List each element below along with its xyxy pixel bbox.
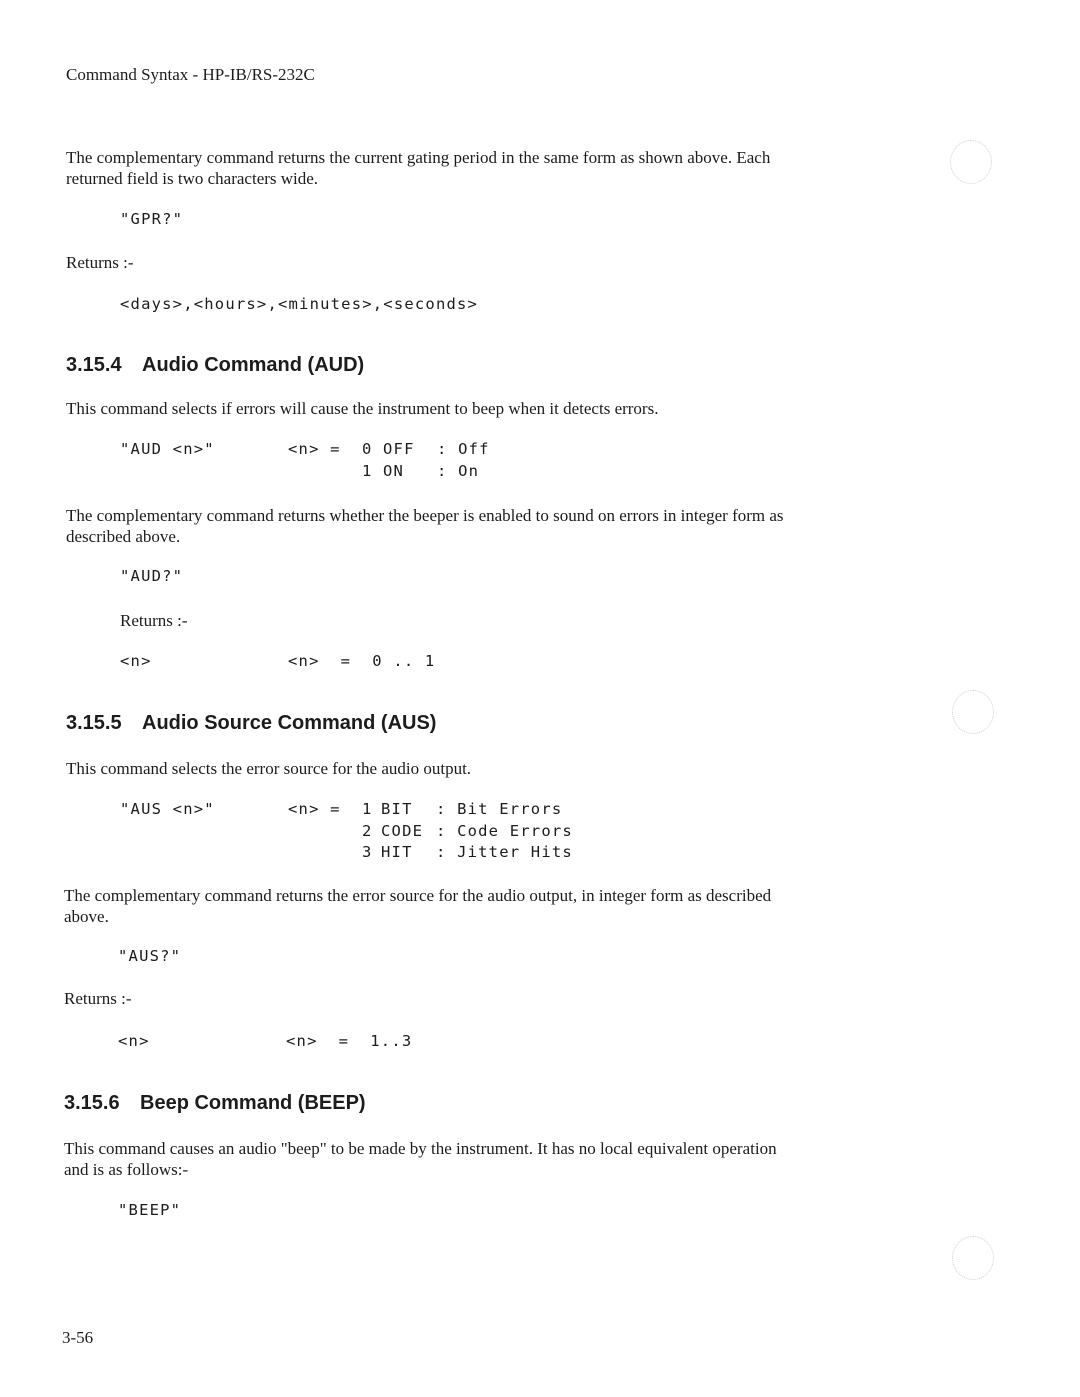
aus-option-code: 1 <box>362 800 373 818</box>
aus-option-name: BIT <box>381 800 413 818</box>
aus-returns-param: <n> <box>118 1032 150 1050</box>
aud-option-name: OFF <box>383 440 415 458</box>
section-heading-beep <box>64 1091 366 1115</box>
aus-option-meaning: : Code Errors <box>436 822 573 840</box>
aus-option-code: 3 <box>362 843 373 861</box>
aud-returns-label: Returns :- <box>120 611 188 630</box>
gpr-returns-value: <days>,<hours>,<minutes>,<seconds> <box>120 295 479 313</box>
page-header: Command Syntax - HP-IB/RS-232C <box>66 65 315 84</box>
section-heading-aud <box>66 353 364 377</box>
aus-option-meaning: : Jitter Hits <box>436 843 573 861</box>
aus-description: This command selects the error source for the audio output. <box>66 759 472 778</box>
intro-paragraph-line2: returned field is two characters wide. <box>66 169 319 188</box>
aus-option-meaning: : Bit Errors <box>436 800 563 818</box>
section-heading-aus <box>66 711 436 735</box>
intro-returns-label: Returns :- <box>66 253 134 272</box>
section-number: 3.15.5 <box>66 712 122 734</box>
aud-complementary-line2: described above. <box>66 527 181 546</box>
aud-option-code: 0 <box>362 440 373 458</box>
aus-option-name: CODE <box>381 822 424 840</box>
beep-command: "BEEP" <box>118 1201 182 1219</box>
aud-option-meaning: : On <box>437 462 480 480</box>
aud-option-code: 1 <box>362 462 373 480</box>
intro-paragraph-line1: The complementary command returns the current gating period in the same form as shown above. Each <box>66 148 771 167</box>
aud-description: This command selects if errors will cause the instrument to beep when it detects errors. <box>66 399 659 418</box>
binder-hole-mark <box>952 690 994 734</box>
section-number: 3.15.6 <box>64 1092 120 1114</box>
section-title: Audio Source Command (AUS) <box>142 712 437 734</box>
aud-complementary-line1: The complementary command returns whether the beeper is enabled to sound on errors in integer form as <box>66 506 784 525</box>
binder-hole-mark <box>950 140 992 184</box>
aus-option-name: HIT <box>381 843 413 861</box>
binder-hole-mark <box>952 1236 994 1280</box>
aus-returns-range: <n> = 1..3 <box>286 1032 413 1050</box>
aud-command: "AUD <n>" <box>120 440 215 458</box>
aud-returns-range: <n> = 0 .. 1 <box>288 652 436 670</box>
aud-option-name: ON <box>383 462 405 480</box>
gpr-query: "GPR?" <box>120 210 184 228</box>
page-number: 3-56 <box>62 1328 94 1347</box>
aus-query: "AUS?" <box>118 947 182 965</box>
aus-complementary-line1: The complementary command returns the error source for the audio output, in integer form as described <box>64 886 772 905</box>
section-title: Audio Command (AUD) <box>142 354 365 376</box>
aus-command: "AUS <n>" <box>120 800 215 818</box>
beep-description-line1: This command causes an audio "beep" to be made by the instrument. It has no local equivalent operation <box>64 1139 777 1158</box>
section-title: Beep Command (BEEP) <box>140 1092 366 1114</box>
aud-returns-param: <n> <box>120 652 152 670</box>
aud-option-meaning: : Off <box>437 440 490 458</box>
section-number: 3.15.4 <box>66 354 122 376</box>
aud-query: "AUD?" <box>120 567 184 585</box>
beep-description-line2: and is as follows:- <box>64 1160 189 1179</box>
aus-returns-label: Returns :- <box>64 989 132 1008</box>
aus-param-label: <n> = <box>288 800 341 818</box>
aus-option-code: 2 <box>362 822 373 840</box>
aud-param-label: <n> = <box>288 440 341 458</box>
aus-complementary-line2: above. <box>64 907 109 926</box>
